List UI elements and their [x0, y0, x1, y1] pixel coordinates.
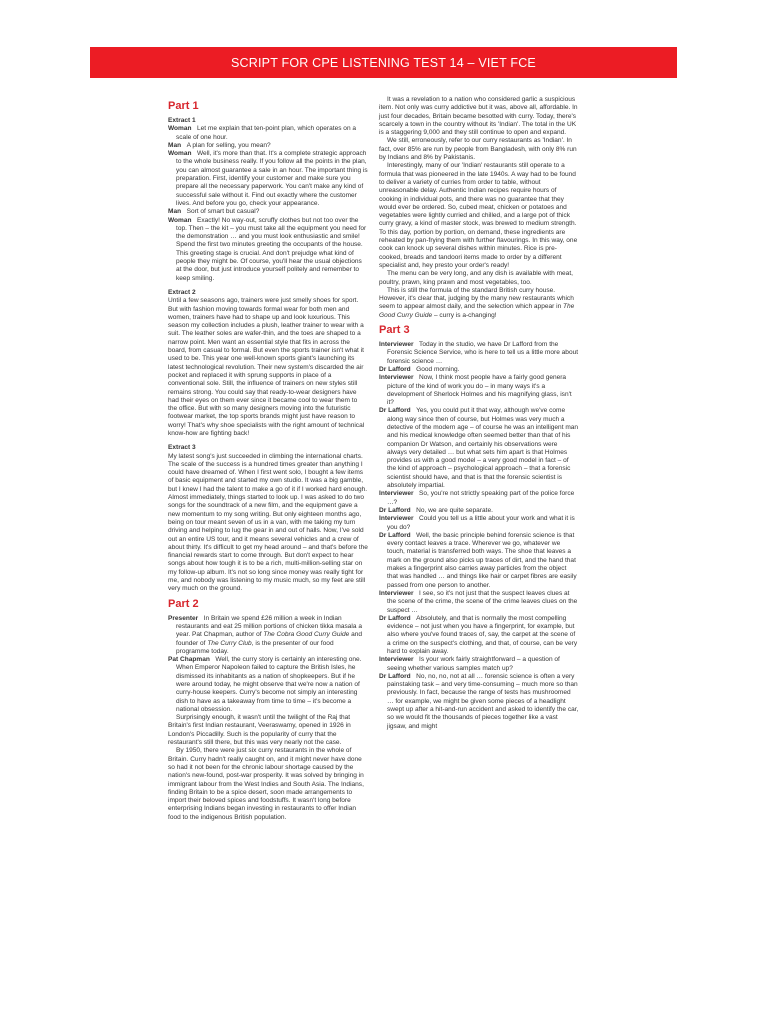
- line-text: Good morning.: [416, 365, 460, 373]
- speaker-name: Dr Lafford: [379, 407, 411, 415]
- line-text: Let me explain that ten-point plan, which operates on a scale of one hour.: [176, 125, 357, 141]
- line-text: By 1950, there were just six curry restaurants in the whole of Britain. Curry hadn't really caught on, and it might never have done so had it not been for the chronic labour shortage caused by the nation's new-found, post-war prosperity. It was solved by bringing in immigrant labour from the West Indies and South Asia. The Indians, finding Britain to be a spice desert, soon made arrangements to import their beloved spices and foodstuffs. It wasn't long before enterprising Indians began investing in restaurants to offer Indian food to the indigenous British population.: [168, 747, 364, 821]
- speaker-name: Interviewer: [379, 656, 414, 664]
- dialogue-line: [379, 673, 579, 731]
- speaker-name: Interviewer: [379, 589, 414, 597]
- left-column: [168, 96, 368, 822]
- speaker-name: Dr Lafford: [379, 614, 411, 622]
- extract2-label: Extract 2: [168, 288, 196, 296]
- speaker-name: Man: [168, 141, 182, 149]
- speaker-name: Presenter: [168, 614, 199, 622]
- extract3-text: My latest song's just succeeded in climbing the international charts. The scale of the success is a hundred times greater than anything I could have dreamed of. When I first went solo, I bought a few items of basic equipment and started my own studio. It was a big gamble, but I knew I had the talent to make a go of it if I worked hard enough. Almost immediately, things started to look up. I was asked to do two songs for the soundtrack of a new film, and the equipment gave a new momentum to my song writing. But only eighteen months ago, being on tour meant seven of us in a van, with me taking my turn driving and helping to lug the gear in and out of halls. Now, I've sold out an entire US tour, and it means several vehicles and a crew of about thirty. It's difficult to get my head around – and that's before the financial rewards start to come through. But don't expect to hear songs about how tough it is to be a rich, multi-million-selling star on my follow-up album. It's not so long since money was really tight for me, and nobody was listening to my music much, so my feet are still very much on the ground.: [168, 452, 368, 593]
- speaker-name: Man: [168, 208, 182, 216]
- dialogue-line: [379, 615, 579, 656]
- paragraph: [379, 287, 579, 320]
- dialogue-line: [168, 656, 368, 714]
- extract2-text: Until a few seasons ago, trainers were just smelly shoes for sport. But with fashion moving towards formal wear for both men and women, trainers have had to shape up and look luxurious. This season my collection includes a plush, leather trainer to wear with a suit. The leather soles are wafer-thin, and the toes are shaped to a narrow point. Men want an essential style that fits in across the board, from casual to formal. But even the sports trainer isn't what it used to be. This year one well-known sports giant's launching its latest technological revolution. Their new system's discarded the air pocket and replaced it with sprung supports in place of a conventional sole. Still, the influence of trainers on new styles still remains strong. You could say that ready-to-wear designers have had their eyes on them ever since it became cool to wear them to the office. But with so many designers moving into the futuristic footwear market, the top sports brands might just have reason to worry! That's why shoe specialists with the right amount of technical know-how are fighting back!: [168, 297, 365, 437]
- speaker-name: Interviewer: [379, 341, 414, 349]
- line-text: I see, so it's not just that the suspect leaves clues at the scene of the crime, the scene of the crime leaves clues on the suspect …: [387, 589, 578, 614]
- dialogue-line: [379, 507, 579, 515]
- dialogue-line: [168, 150, 368, 208]
- right-column: [379, 96, 579, 731]
- line-text: Today in the studio, we have Dr Lafford from the Forensic Science Service, who is here to tell us a little more about forensic science …: [387, 341, 579, 365]
- speaker-name: Woman: [168, 216, 192, 224]
- club-title: The Curry Club: [207, 639, 252, 647]
- dialogue-line: [168, 208, 368, 216]
- extract3-label: Extract 3: [168, 444, 196, 452]
- speaker-name: Interviewer: [379, 490, 414, 498]
- speaker-name: Woman: [168, 150, 192, 158]
- line-text: and founder of: [176, 631, 362, 647]
- line-text: This is still the formula of the standard British curry house. However, it's clear that, judging by the many new restaurants which seem to appear almost daily, and the selection which appear in: [379, 286, 574, 311]
- line-text: , is the presenter of our food programme today.: [176, 639, 334, 655]
- part1-heading: Part 1: [168, 100, 199, 112]
- paragraph: It was a revelation to a nation who considered garlic a suspicious item. Not only was curry addictive but it was, above all, affordable. In just four decades, Britain became besotted with curry. Today, there's scarcely a town in the country without its 'Indian'. The total in the UK is a staggering 9,000 and they still continue to open and expand.: [379, 96, 578, 137]
- line-text: A plan for selling, you mean?: [186, 141, 271, 149]
- dialogue-line: [379, 374, 579, 407]
- line-text: – curry is a-changing!: [432, 311, 497, 319]
- line-text: Sort of smart but casual?: [186, 208, 260, 216]
- book-title: The Cobra Good Curry Guide: [263, 631, 350, 639]
- dialogue-line: [379, 366, 579, 374]
- line-text: No, no, no, not at all … forensic science is often a very painstaking task – and very time-consuming – much more so than previously. In fact, because the range of tests has mushroomed … for example, we might be given some pieces of a headlight swept up after a hit-and-run accident and asked to identify the car, so we would fit the thousands of pieces together like a vast jigsaw, and might: [387, 672, 579, 730]
- dialogue-line: [379, 407, 579, 490]
- speaker-name: Dr Lafford: [379, 506, 411, 514]
- paragraph: Surprisingly enough, it wasn't until the twilight of the Raj that Britain's first Indian restaurant, Veeraswamy, opened in 1926 in London's Piccadilly. Such is the popularity of curry that the restaurant's still there, but this was very nearly not the case.: [168, 714, 351, 747]
- guide-title: The Good Curry Guide: [379, 303, 575, 319]
- line-text: Yes, you could put it that way, although we've come along way since then of course, but Holmes was very much a detective of the modern age – of course he was an intelligent man and his medical knowledge often seemed better than that of his companion Dr Watson, and certainly his observations were always very detailed … but what sets him apart is that Holmes provides us with a good model – a very good model in fact – of the kind of approach – psychological approach – that a forensic scientist should have, and that is that the forensic scientist is absolutely impartial.: [387, 407, 579, 490]
- dialogue-line: [379, 532, 579, 590]
- part2-heading: Part 2: [168, 597, 199, 610]
- line-text: In Britain we spend £26 million a week in Indian restaurants and eat 25 million portions of chicken tikka masala a year. Pat Chapman, author of: [176, 614, 362, 639]
- dialogue-line: [379, 341, 579, 366]
- dialogue-line: [168, 217, 368, 283]
- speaker-name: Dr Lafford: [379, 531, 411, 539]
- paragraph: The menu can be very long, and any dish is available with meat, poultry, prawn, king prawn and most vegetables, too.: [379, 270, 573, 286]
- speaker-name: Dr Lafford: [379, 672, 411, 680]
- dialogue-line: [379, 515, 579, 532]
- title-banner: [90, 47, 677, 78]
- line-text: Now, I think most people have a fairly good genera picture of the kind of work you do – in many ways it's a development of Sherlock Holmes and his magnifying glass, isn't it?: [387, 374, 572, 407]
- speaker-name: Interviewer: [379, 515, 414, 523]
- part3-heading: Part 3: [379, 324, 410, 337]
- line-text: Exactly! No way-out, scruffy clothes but not too over the top. Then – the kit – you must take all the equipment you need for the demonstration … and you must look enthusiastic and smile! Spend the first two minutes greeting the occupants of the house. This greeting stage is crucial. And don't prejudge what kind of people they might be. Of course, you'll hear the usual objections at the door, but just introduce yourself politely and remember to keep smiling.: [176, 216, 367, 282]
- dialogue-line: [168, 125, 368, 142]
- line-text: Well, the curry story is certainly an interesting one. When Emperor Napoleon failed to capture the British Isles, he dismissed its inhabitants as a nation of shopkeepers. But if he were around today, he might observe that we're now a nation of curry-house keepers. Curry's become not simply an interesting dish to have as a takeaway from time to time – it's become a national obsession.: [176, 656, 362, 713]
- page-title: SCRIPT FOR CPE LISTENING TEST 14 – VIET FCE: [231, 55, 536, 70]
- line-text: So, you're not strictly speaking part of the police force …?: [387, 490, 575, 506]
- dialogue-line: [379, 590, 579, 615]
- line-text: Could you tell us a little about your work and what it is you do?: [387, 515, 575, 531]
- dialogue-line: [168, 615, 368, 656]
- dialogue-line: [379, 490, 579, 507]
- paragraph: Interestingly, many of our 'Indian' restaurants still operate to a formula that was pioneered in the late 1940s. A way had to be found to deliver a variety of curries from order to table, without unreasonable delay. Authentic Indian recipes require hours of cooking in individual pots, and there was no guarantee that they would ever be ordered. So, cubed meat, chicken or potatoes and vegetables were lightly curried and chilled, and a large pot of thick curry gravy, a kind of master stock, was brewed to medium strength. To this day, portion by portion, on demand, these ingredients are reheated by pan-frying them with further flavourings. In this way, one cook can knock up several dishes within minutes. Rice is pre-cooked, breads and tandoori items made to order by a different specialist and, hey presto your order's ready!: [379, 162, 578, 269]
- paragraph-continued: [168, 747, 368, 822]
- line-text: No, we are quite separate.: [416, 506, 493, 514]
- extract1-label: Extract 1: [168, 117, 196, 124]
- line-text: Absolutely, and that is normally the most compelling evidence – not just when you have a fingerprint, for example, but also where you've found traces of, say, the carpet at the scene of a crime on the suspect's clothing, and that, of course, can be very hard to explain away.: [387, 614, 578, 655]
- line-text: Well, it's more than that. It's a complete strategic approach to the whole business really. If you follow all the points in the plan, you can almost guarantee a sale in an hour. The important thing is preparation. First, identify your customer and make sure you prepare all the necessary paperwork. You can't make any kind of successful sale without it. Find out exactly where the customer lives. And before you go, check your appearance.: [176, 150, 368, 207]
- speaker-name: Interviewer: [379, 374, 414, 382]
- speaker-name: Dr Lafford: [379, 365, 411, 373]
- line-text: Is your work fairly straightforward – a question of seeing whether various samples match up?: [387, 656, 560, 672]
- line-text: Well, the basic principle behind forensic science is that every contact leaves a trace. Wherever we go, whatever we touch, material is transferred both ways. The shoe that leaves a mark on the ground also picks up traces of dirt, and the hand that makes a fingerprint also carries away particles from the object that was handled … and things like hair or carpet fibres are easily passed from one person to another.: [387, 531, 577, 589]
- paragraph: We still, erroneously, refer to our curry restaurants as 'Indian'. In fact, over 85% are run by people from Bangladesh, with only 8% run by Indians and 8% by Pakistanis.: [379, 137, 577, 162]
- speaker-name: Woman: [168, 125, 192, 133]
- dialogue-line: [168, 142, 368, 150]
- speaker-name: Pat Chapman: [168, 656, 210, 664]
- dialogue-line: [379, 656, 579, 673]
